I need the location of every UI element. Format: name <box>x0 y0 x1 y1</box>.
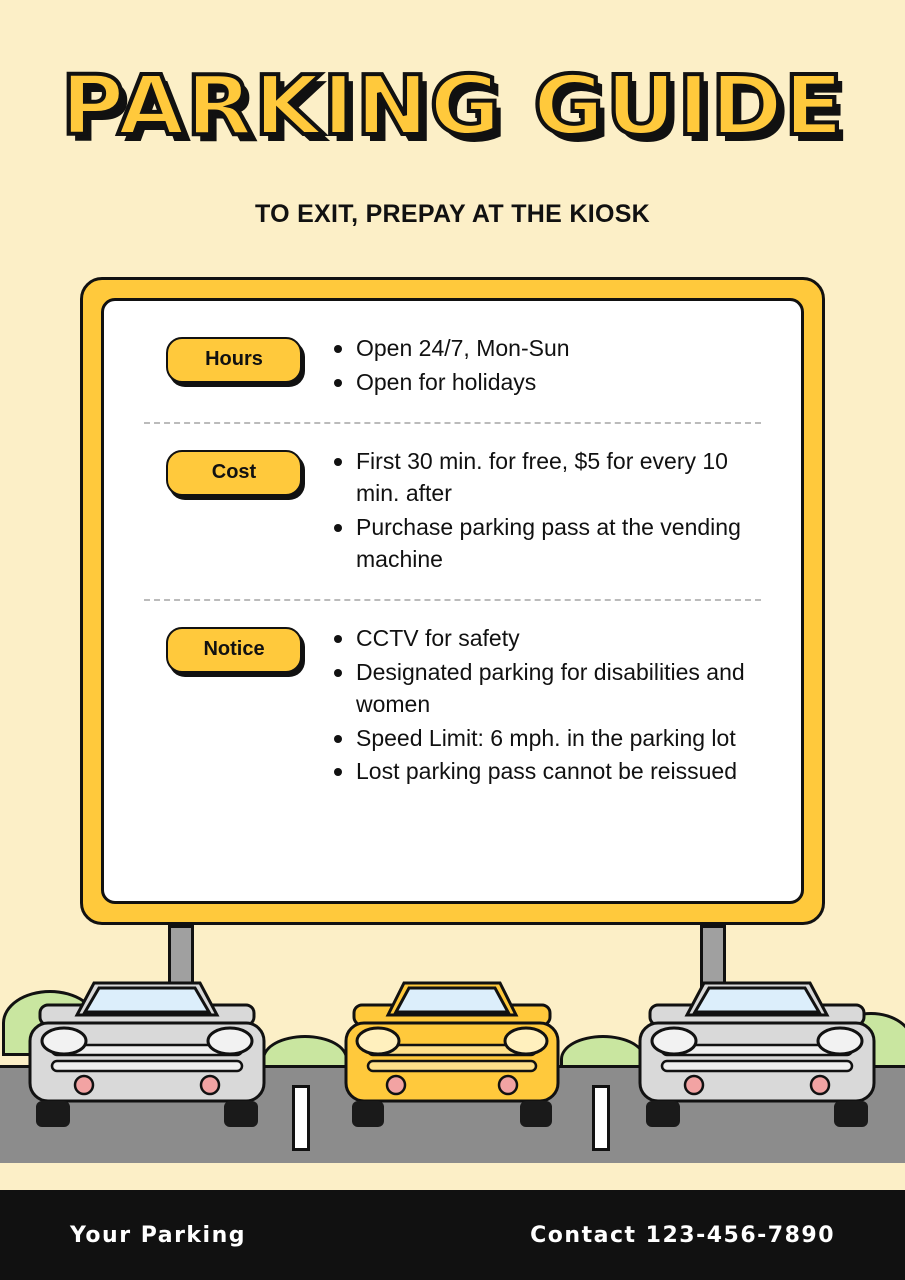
page-subtitle: TO EXIT, PREPAY AT THE KIOSK <box>254 200 651 228</box>
billboard <box>80 277 825 925</box>
list-hours <box>324 333 570 400</box>
car-center <box>340 975 565 1160</box>
list-item: Lost parking pass cannot be reissued <box>348 756 767 788</box>
car-right <box>632 975 882 1160</box>
billboard-content <box>101 298 804 904</box>
footer-brand: Your Parking <box>70 1222 247 1248</box>
section-label-hours: Hours <box>166 337 302 383</box>
list-item: First 30 min. for free, $5 for every 10 min. after <box>348 446 767 509</box>
list-notice <box>324 623 767 790</box>
parking-stripe <box>592 1085 610 1151</box>
list-item: Open for holidays <box>348 367 570 399</box>
divider <box>144 422 761 424</box>
list-item: Purchase parking pass at the vending machine <box>348 512 767 575</box>
list-item: Open 24/7, Mon-Sun <box>348 333 570 365</box>
list-item: CCTV for safety <box>348 623 767 655</box>
list-item: Speed Limit: 6 mph. in the parking lot <box>348 723 767 755</box>
section-label-notice: Notice <box>166 627 302 673</box>
section-label-cost: Cost <box>166 450 302 496</box>
list-item: Designated parking for disabilities and women <box>348 657 767 720</box>
divider <box>144 599 761 601</box>
section-hours <box>138 333 767 400</box>
parking-stripe <box>292 1085 310 1151</box>
section-cost <box>138 446 767 577</box>
footer <box>0 1190 905 1280</box>
page-title: PARKING GUIDE <box>60 59 845 154</box>
car-left <box>22 975 272 1160</box>
list-cost <box>324 446 767 577</box>
footer-contact: Contact 123-456-7890 <box>530 1222 835 1248</box>
section-notice <box>138 623 767 790</box>
